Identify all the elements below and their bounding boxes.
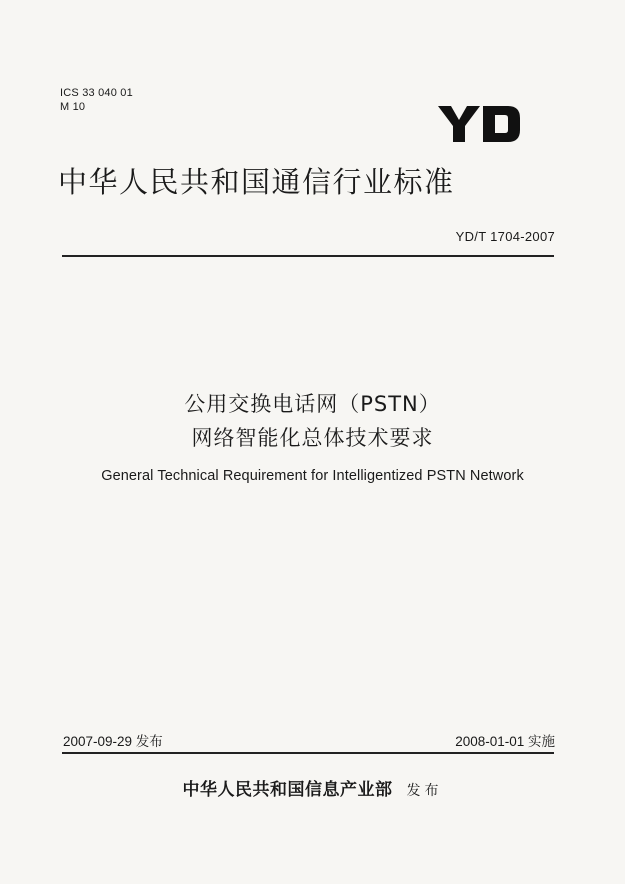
classification-codes xyxy=(60,86,133,114)
ics-code: ICS 33 040 01 xyxy=(60,87,133,99)
bottom-divider xyxy=(62,752,554,754)
issue-verb: 发布 xyxy=(406,783,443,799)
ccs-code: M 10 xyxy=(60,101,86,113)
industry-standard-title: 中华人民共和国通信行业标准 xyxy=(58,165,455,199)
publish-date: 2007-09-29 发布 xyxy=(63,734,163,749)
english-title: General Technical Requirement for Intelligentized PSTN Network xyxy=(101,468,524,484)
chinese-title-line-1: 公用交换电话网（PSTN） xyxy=(184,392,441,416)
top-divider xyxy=(62,255,554,257)
issuing-authority xyxy=(0,775,625,800)
effective-date: 2008-01-01 实施 xyxy=(455,734,555,749)
standard-number: YD/T 1704-2007 xyxy=(455,229,555,244)
yd-logo xyxy=(438,106,520,142)
issuer-name: 中华人民共和国信息产业部 xyxy=(182,780,393,800)
chinese-title-line-2: 网络智能化总体技术要求 xyxy=(191,426,434,450)
